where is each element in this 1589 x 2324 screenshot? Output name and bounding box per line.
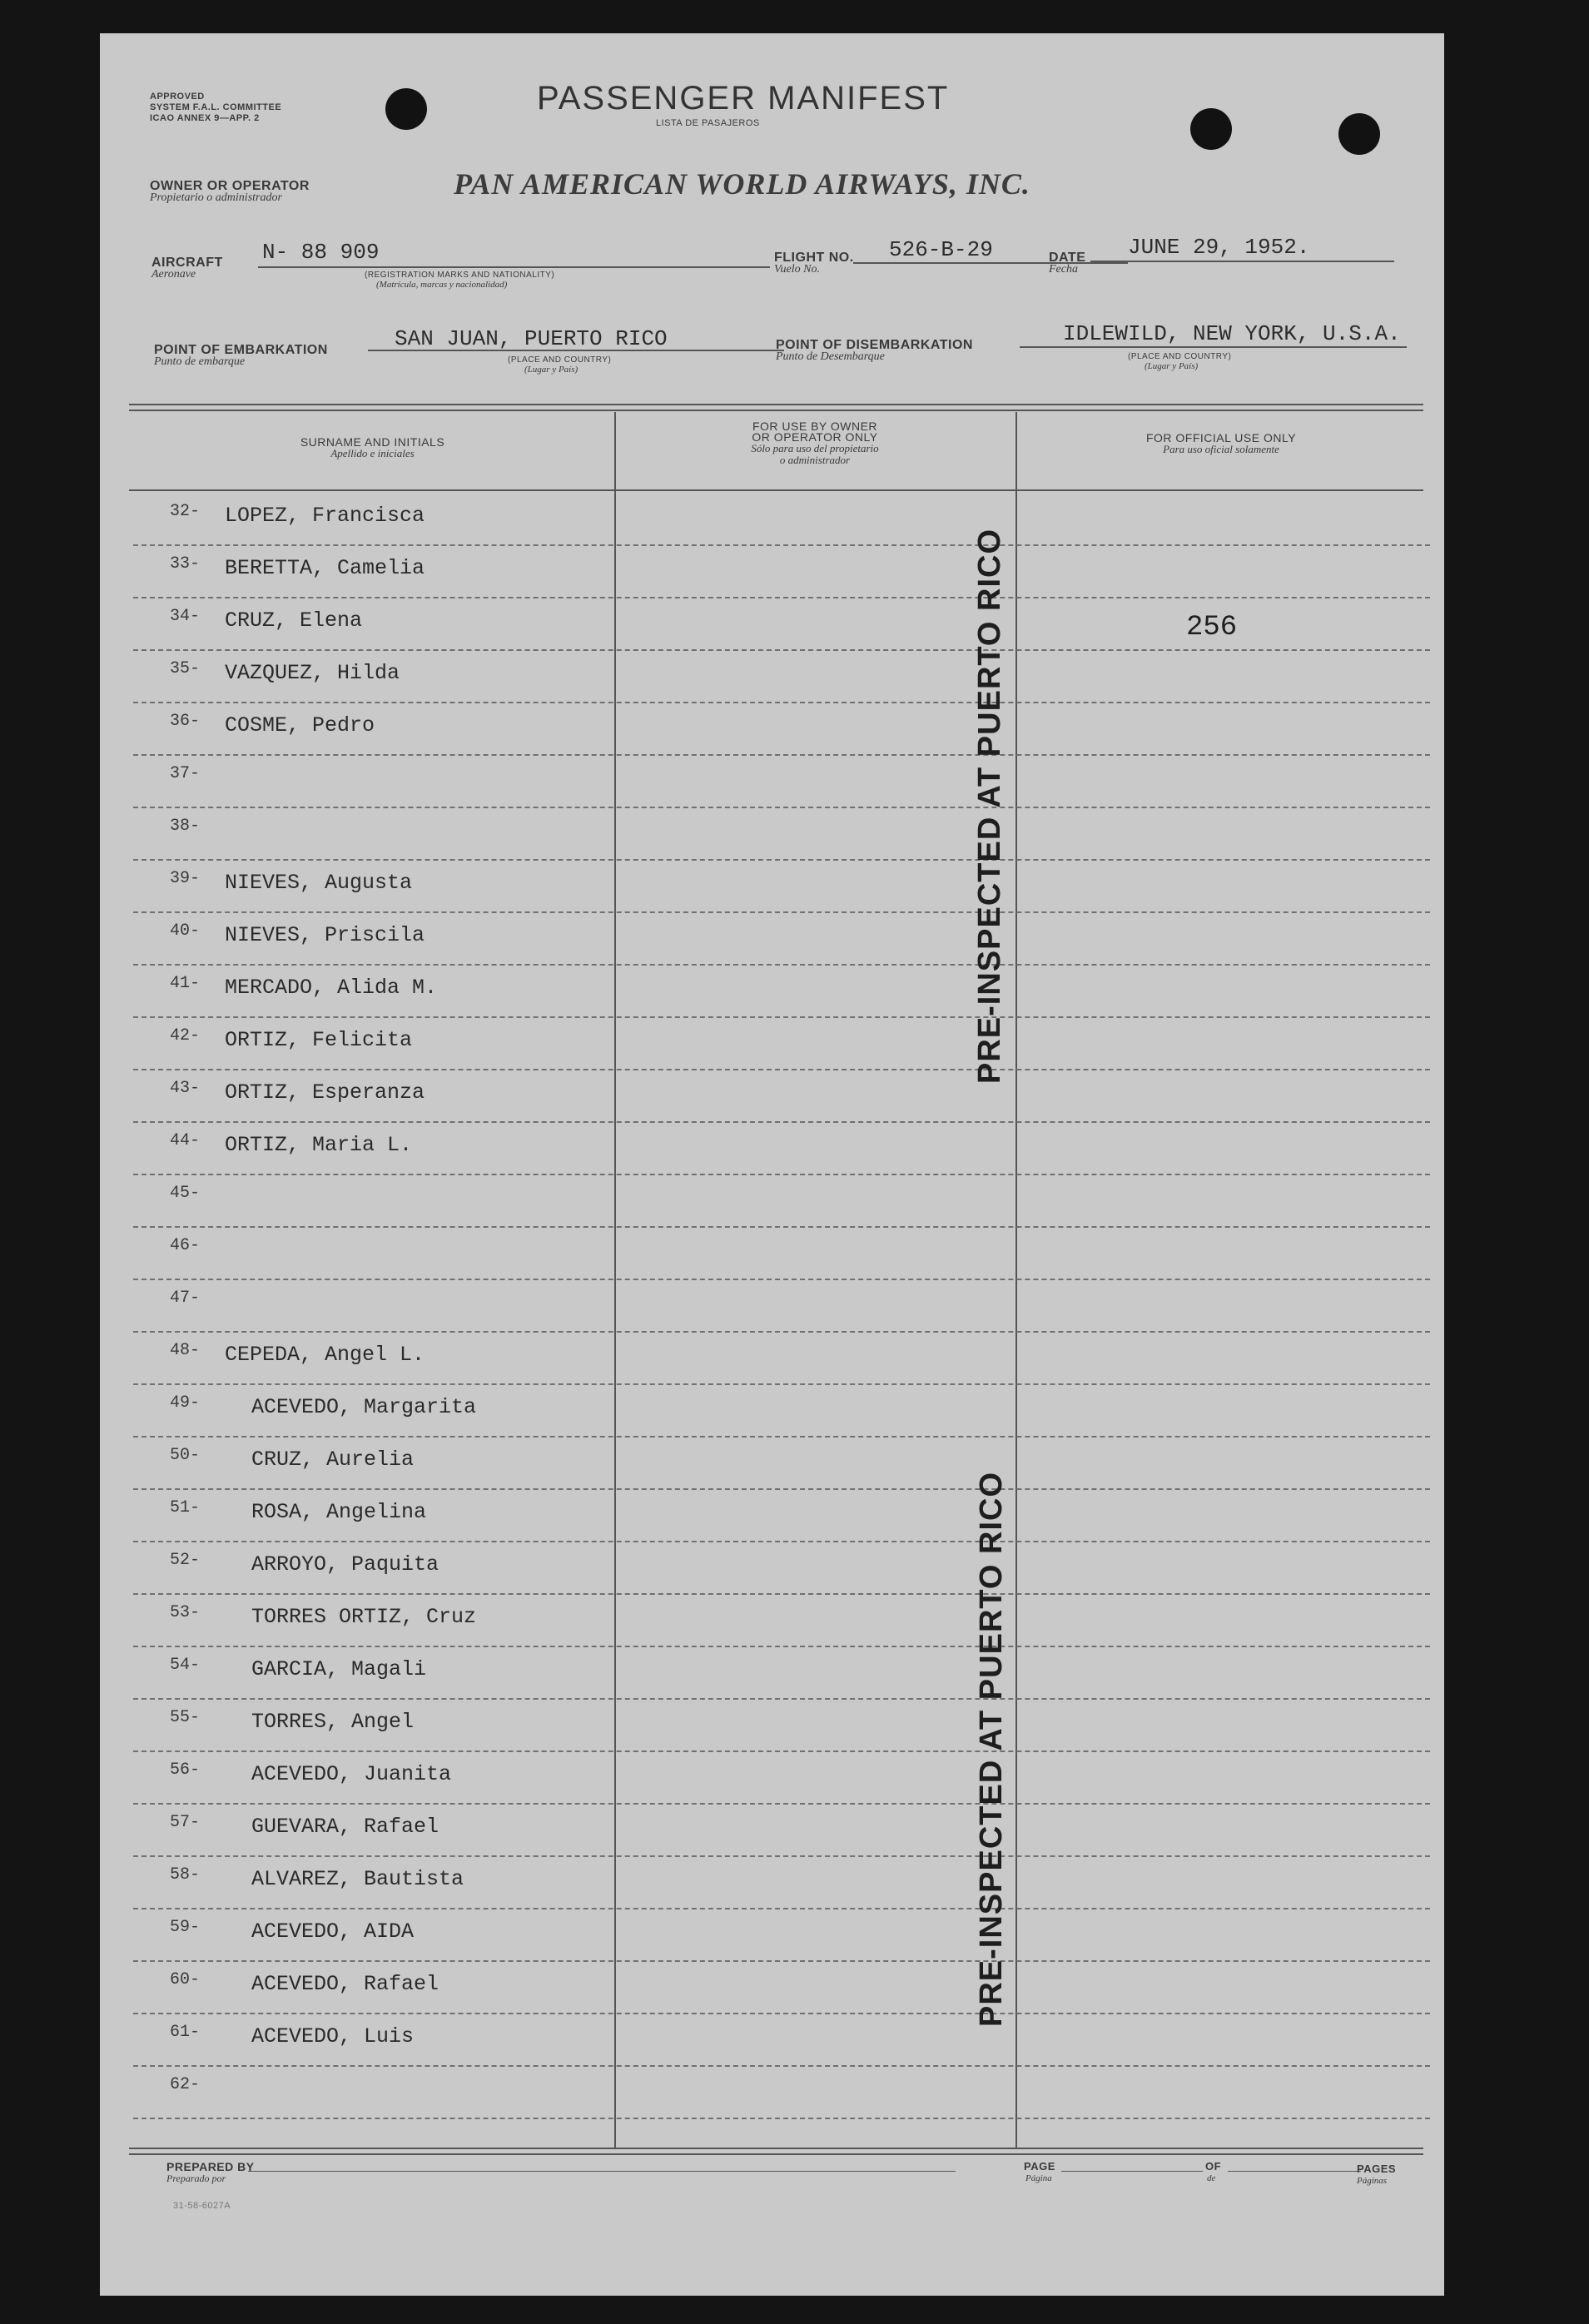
header-rule	[129, 489, 1423, 491]
embarkation-caption: (PLACE AND COUNTRY)	[508, 355, 612, 365]
passenger-name: VAZQUEZ, Hilda	[225, 661, 400, 685]
passenger-name: ARROYO, Paquita	[251, 1552, 439, 1577]
aircraft-caption-es: (Matrícula, marcas y nacionalidad)	[376, 280, 508, 290]
table-row	[133, 808, 1430, 861]
table-row	[133, 1700, 1430, 1752]
table-row	[133, 861, 1430, 913]
punch-hole	[385, 88, 427, 130]
owner-value: PAN AMERICAN WORLD AIRWAYS, INC.	[454, 167, 1030, 201]
row-number: 51-	[170, 1498, 201, 1517]
passenger-name: ORTIZ, Esperanza	[225, 1080, 425, 1105]
column-header-label-es: o administrador	[779, 454, 851, 466]
disembarkation-caption-es: (Lugar y País)	[1145, 361, 1199, 371]
passenger-name: ACEVEDO, Rafael	[251, 1972, 439, 1996]
row-number: 50-	[170, 1446, 201, 1465]
row-number: 33-	[170, 554, 201, 574]
table-row	[133, 1018, 1430, 1070]
column-header-label-es: Sólo para uso del propietario	[751, 442, 879, 454]
embarkation-label-es: Punto de embarque	[154, 355, 246, 368]
aircraft-value: N- 88 909	[262, 240, 380, 265]
approval-line: ICAO ANNEX 9—APP. 2	[150, 113, 260, 123]
row-number: 40-	[170, 921, 201, 941]
underline	[853, 262, 1128, 264]
row-number: 58-	[170, 1865, 201, 1885]
table-row	[133, 1962, 1430, 2014]
table-row	[133, 2014, 1430, 2067]
owner-label: OWNER OR OPERATOR	[150, 179, 310, 193]
table-top-rule	[129, 404, 1423, 405]
column-header-label: SURNAME AND INITIALS	[300, 435, 445, 449]
table-row	[133, 1542, 1430, 1595]
row-number: 56-	[170, 1760, 201, 1780]
table-row	[133, 494, 1430, 546]
owner-label-es: Propietario o administrador	[150, 191, 282, 204]
underline	[368, 350, 784, 351]
passenger-name: ORTIZ, Felicita	[225, 1028, 413, 1052]
flight-label: FLIGHT NO.	[774, 251, 854, 265]
page-label-es: Página	[1025, 2173, 1052, 2183]
table-row	[133, 1070, 1430, 1123]
prepared-by-label: PREPARED BY	[166, 2160, 255, 2173]
prepared-by-label-es: Preparado por	[166, 2173, 226, 2184]
column-header-label-es: Para uso oficial solamente	[1163, 443, 1279, 455]
disembarkation-label-es: Punto de Desembarque	[776, 350, 885, 363]
underline	[1061, 2171, 1203, 2172]
passenger-name: ACEVEDO, AIDA	[251, 1919, 415, 1944]
column-header-label: OR OPERATOR ONLY	[752, 430, 878, 444]
row-number: 49-	[170, 1393, 201, 1413]
preinspection-stamp: PRE-INSPECTED AT PUERTO RICO	[974, 1471, 1009, 2027]
table-row	[133, 1333, 1430, 1385]
form-title-es: LISTA DE PASAJEROS	[656, 118, 760, 128]
row-number: 57-	[170, 1813, 201, 1832]
table-row	[133, 1123, 1430, 1175]
aircraft-label-es: Aeronave	[151, 268, 196, 281]
row-number: 59-	[170, 1918, 201, 1937]
passenger-name: GARCIA, Magali	[251, 1657, 427, 1681]
row-number: 43-	[170, 1079, 201, 1098]
row-number: 60-	[170, 1970, 201, 1989]
row-number: 32-	[170, 502, 201, 521]
table-row	[133, 1805, 1430, 1857]
row-number: 52-	[170, 1551, 201, 1570]
row-number: 48-	[170, 1341, 201, 1360]
column-header-label: FOR USE BY OWNER	[752, 420, 878, 433]
table-row	[133, 1385, 1430, 1438]
passenger-name: TORRES, Angel	[251, 1710, 415, 1734]
table-row	[133, 1857, 1430, 1909]
row-number: 38-	[170, 817, 201, 836]
row-rule	[133, 2118, 1430, 2119]
preinspection-stamp: PRE-INSPECTED AT PUERTO RICO	[972, 528, 1007, 1084]
disembarkation-caption: (PLACE AND COUNTRY)	[1128, 352, 1232, 361]
row-number: 42-	[170, 1026, 201, 1045]
row-number: 47-	[170, 1289, 201, 1308]
passenger-name: CEPEDA, Angel L.	[225, 1343, 425, 1367]
passenger-name: ORTIZ, Maria L.	[225, 1133, 413, 1157]
date-label-es: Fecha	[1049, 263, 1078, 276]
underline	[1020, 346, 1407, 348]
passenger-name: LOPEZ, Francisca	[225, 504, 425, 528]
table-row	[133, 2067, 1430, 2119]
table-row	[133, 1595, 1430, 1647]
flight-value: 526-B-29	[889, 237, 993, 262]
underline	[258, 266, 770, 268]
approval-block	[150, 92, 281, 124]
column-header-label-es: Apellido e iniciales	[330, 447, 415, 459]
passenger-name: ACEVEDO, Margarita	[251, 1395, 477, 1419]
row-number: 35-	[170, 659, 201, 678]
table-row	[133, 756, 1430, 808]
row-number: 54-	[170, 1656, 201, 1675]
table-row	[133, 913, 1430, 966]
passenger-name: CRUZ, Elena	[225, 608, 363, 633]
approval-line: SYSTEM F.A.L. COMMITTEE	[150, 102, 282, 112]
table-row	[133, 966, 1430, 1018]
table-row	[133, 1647, 1430, 1700]
table-row	[133, 1228, 1430, 1280]
row-number: 62-	[170, 2075, 201, 2094]
table-row	[133, 1280, 1430, 1333]
column-header-label: FOR OFFICIAL USE ONLY	[1145, 431, 1297, 444]
table-row	[133, 1909, 1430, 1962]
passenger-name: NIEVES, Augusta	[225, 871, 413, 895]
underline	[248, 2171, 956, 2172]
embarkation-caption-es: (Lugar y País)	[524, 365, 578, 375]
row-number: 44-	[170, 1131, 201, 1150]
passenger-name: TORRES ORTIZ, Cruz	[251, 1605, 477, 1629]
row-number: 53-	[170, 1603, 201, 1622]
table-row	[133, 1752, 1430, 1805]
embarkation-label: POINT OF EMBARKATION	[154, 343, 328, 357]
table-row	[133, 1438, 1430, 1490]
passenger-name: ALVAREZ, Bautista	[251, 1867, 464, 1891]
page-label: PAGE	[1024, 2160, 1055, 2173]
passenger-name: COSME, Pedro	[225, 713, 375, 737]
underline	[1090, 261, 1394, 262]
underline	[1228, 2171, 1361, 2172]
official-note: 256	[1186, 612, 1238, 643]
table-row	[133, 651, 1430, 703]
column-header-surname	[133, 437, 612, 459]
punch-hole	[1338, 113, 1380, 155]
table-bottom-rule	[129, 2153, 1423, 2155]
table-row	[133, 546, 1430, 598]
of-label-es: de	[1207, 2173, 1216, 2183]
passenger-name: NIEVES, Priscila	[225, 923, 425, 947]
passenger-name: CRUZ, Aurelia	[251, 1448, 415, 1472]
pages-label: PAGES	[1357, 2163, 1397, 2175]
passenger-name: BERETTA, Camelia	[225, 556, 425, 580]
row-number: 37-	[170, 764, 201, 783]
row-number: 34-	[170, 607, 201, 626]
passenger-name: MERCADO, Alida M.	[225, 976, 438, 1000]
aircraft-label: AIRCRAFT	[151, 256, 223, 270]
form-code: 31-58-6027A	[173, 2201, 231, 2211]
embarkation-value: SAN JUAN, PUERTO RICO	[395, 326, 668, 351]
disembarkation-value: IDLEWILD, NEW YORK, U.S.A.	[1063, 321, 1401, 346]
table-row	[133, 1175, 1430, 1228]
row-number: 41-	[170, 974, 201, 993]
pages-label-es: Páginas	[1357, 2176, 1388, 2186]
approval-line: APPROVED	[150, 92, 205, 102]
row-number: 45-	[170, 1184, 201, 1203]
flight-label-es: Vuelo No.	[774, 263, 820, 276]
table-bottom-rule	[129, 2148, 1423, 2149]
table-row	[133, 1490, 1430, 1542]
passenger-name: GUEVARA, Rafael	[251, 1815, 439, 1839]
row-number: 55-	[170, 1708, 201, 1727]
row-number: 39-	[170, 869, 201, 888]
table-top-rule	[129, 410, 1423, 411]
row-number: 46-	[170, 1236, 201, 1255]
disembarkation-label: POINT OF DISEMBARKATION	[776, 338, 973, 352]
manifest-sheet	[100, 33, 1444, 2296]
row-number: 61-	[170, 2023, 201, 2042]
row-number: 36-	[170, 712, 201, 731]
passenger-name: ACEVEDO, Juanita	[251, 1762, 452, 1786]
of-label: OF	[1205, 2160, 1222, 2173]
punch-hole	[1190, 108, 1232, 150]
date-value: JUNE 29, 1952.	[1128, 235, 1310, 260]
aircraft-caption: (REGISTRATION MARKS AND NATIONALITY)	[365, 271, 555, 280]
passenger-name: ACEVEDO, Luis	[251, 2024, 415, 2048]
form-title: PASSENGER MANIFEST	[537, 80, 950, 117]
date-label: DATE	[1049, 251, 1086, 265]
passenger-name: ROSA, Angelina	[251, 1500, 427, 1524]
table-row	[133, 703, 1430, 756]
column-header-official	[1017, 433, 1425, 455]
column-header-operator	[616, 421, 1014, 466]
